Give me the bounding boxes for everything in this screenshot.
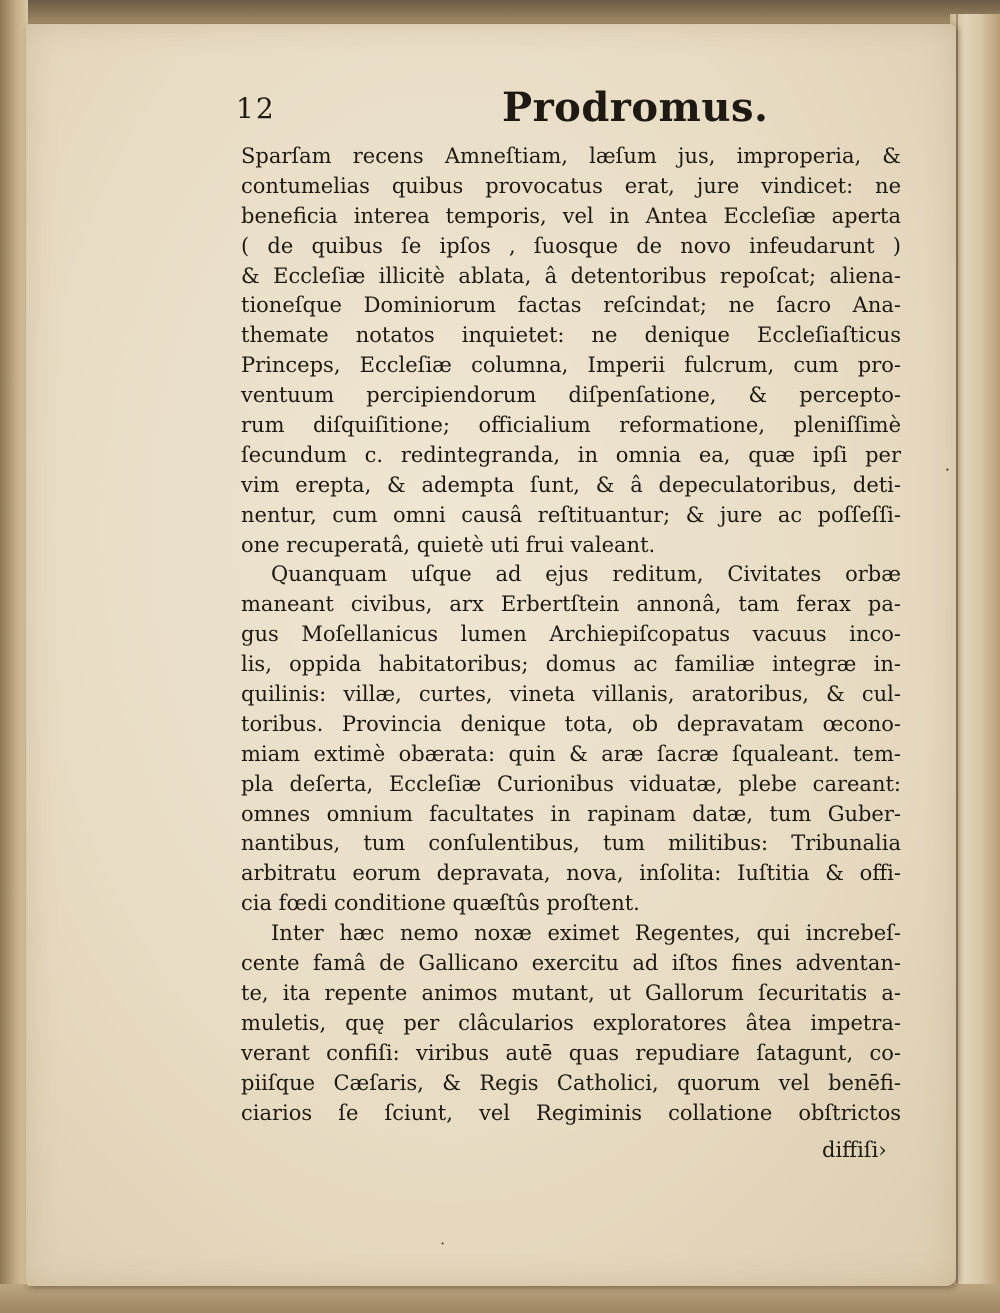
text-line: contumelias quibus provocatus erat, jure vindicet: ne [241, 173, 901, 198]
body-text [241, 142, 901, 1128]
text-line: quilinis: villæ, curtes, vineta villanis, aratoribus, & cul- [241, 682, 901, 707]
marginal-mark: ⸳ [945, 457, 950, 478]
text-line: one recuperatâ, quietè uti frui valeant. [241, 532, 656, 557]
bottom-page-edge [0, 1284, 1000, 1313]
text-line: Quanquam uſque ad ejus reditum, Civitates orbæ [271, 562, 901, 587]
text-line: omnes omnium facultates in rapinam datæ, tum Guber- [241, 801, 901, 826]
text-line: ( de quibus ſe ipſos , ſuosque de novo infeudarunt ) [241, 233, 901, 258]
text-line: vim erepta, & adempta ſunt, & â depeculatoribus, deti- [241, 472, 901, 497]
page-number: 12 [236, 92, 276, 125]
text-line: arbitratu eorum depravata, nova, inſolita: Iuſtitia & offi- [241, 861, 901, 886]
text-line: cente famâ de Gallicano exercitu ad iſtos fines adventan- [241, 951, 901, 976]
text-line: tioneſque Dominiorum factas reſcindat; ne ſacro Ana- [241, 293, 901, 318]
text-line: miam extimè obærata: quin & aræ ſacræ ſqualeant. tem- [241, 741, 901, 766]
text-line: Sparſam recens Amneſtiam, læſum jus, improperia, & [241, 144, 901, 168]
text-line: ciarios ſe ſciunt, vel Regiminis collatione obſtrictos [241, 1100, 901, 1125]
text-line: piiſque Cæſaris, & Regis Catholici, quorum vel benēfi- [241, 1070, 901, 1095]
text-line: muletis, quę per clâcularios exploratores âtea impetra- [241, 1010, 901, 1035]
text-line: ſecundum c. redintegranda, in omnia ea, quæ ipſi per [241, 442, 901, 467]
text-line: themate notatos inquietet: ne denique Eccleſiaſticus [241, 323, 901, 348]
text-line: verant confiſi: viribus autē quas repudiare ſatagunt, co- [241, 1040, 901, 1065]
catchword: diffiſi› [822, 1138, 887, 1162]
right-page-stack [950, 14, 1000, 1313]
text-line: pla deſerta, Eccleſiæ Curionibus viduatæ, plebe careant: [241, 771, 901, 796]
running-head: Prodromus. [502, 84, 769, 131]
text-line: rum diſquiſitione; officialium reformatione, pleniſſimè [241, 413, 901, 438]
text-line: ventuum percipiendorum diſpenſatione, & percepto- [241, 383, 901, 408]
left-page-edge [0, 0, 28, 1313]
text-line: lis, oppida habitatoribus; domus ac familiæ integræ in- [241, 652, 901, 677]
text-line: Princeps, Eccleſiæ columna, Imperii fulcrum, cum pro- [241, 353, 901, 378]
text-line: cia fœdi conditione quæſtûs proſtent. [241, 891, 640, 916]
bottom-mark: · [440, 1234, 446, 1253]
text-line: nentur, cum omni causâ reſtituantur; & jure ac poſſeſſi- [241, 502, 901, 527]
text-line: nantibus, tum conſulentibus, tum militibus: Tribunalia [241, 831, 901, 856]
text-line: gus Moſellanicus lumen Archiepiſcopatus vacuus inco- [241, 622, 901, 647]
text-line: maneant civibus, arx Erbertſtein annonâ, tam ferax pa- [241, 592, 901, 617]
text-line: toribus. Provincia denique tota, ob depravatam œcono- [241, 711, 901, 736]
text-line: Inter hæc nemo noxæ eximet Regentes, qui increbeſ- [271, 921, 901, 946]
text-line: te, ita repente animos mutant, ut Gallorum ſecuritatis a- [241, 980, 901, 1005]
text-line: beneficia interea temporis, vel in Antea Eccleſiæ aperta [241, 203, 901, 228]
text-line: & Eccleſiæ illicitè ablata, â detentoribus repoſcat; aliena- [241, 263, 901, 288]
